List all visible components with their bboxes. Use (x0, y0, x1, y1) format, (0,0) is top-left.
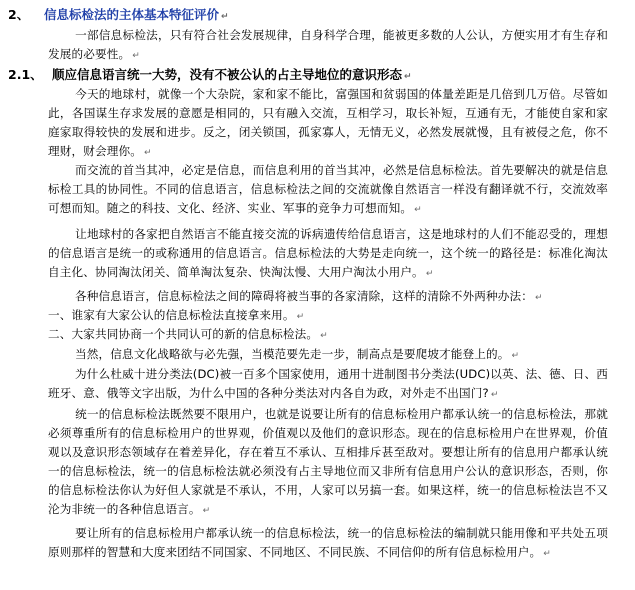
paragraph-text: 一部信息标检法，只有符合社会发展规律，自身科学合理，能被更多数的人公认，方便实用才有生存和发展的必要性。 (48, 28, 608, 61)
paragraph-mark: ↵ (425, 269, 434, 279)
body-paragraph (48, 365, 608, 405)
body-paragraph (48, 26, 608, 66)
section-2-heading (8, 6, 229, 26)
paragraph-text: 为什么杜威十进分类法(DC)被一百多个国家使用，通用十进制图书分类法(UDC)以英、法、德、日、西班牙、意、俄等文字出版，为什么中国的各种分类法对内各自为政，对外走不出国门? (48, 367, 608, 400)
paragraph-text: 今天的地球村，就像一个大杂院，家和家不能比，富强国和贫弱国的体量差距是几倍到几万倍。尽管如此，各国谋生存求发展的意愿是相同的，只有融入交流，互相学习，取长补短，互通有无，才能使自家和家庭家取得较快的发展和进步。反之，闭关锁国，孤家寡人，无情无义，必然发展就慢，且有被侵之危，你不理财，财会理你。 (48, 87, 608, 158)
paragraph-text: 让地球村的各家把自然语言不能直接交流的诉病遗传给信息语言，这是地球村的人们不能忍受的，理想的信息语言是统一的或称通用的信息语言。信息标检法的大势是走向统一，这个统一的路径是：标准化淘汰自主化、协同淘汰闭关、简单淘汰复杂、快淘汰慢、大用户淘汰小用户。 (48, 227, 608, 279)
section-title: 信息标检法的主体基本特征评价 (44, 7, 220, 22)
paragraph-mark: ↵ (221, 12, 229, 22)
paragraph-text: 一、谁家有大家公认的信息标检法直接拿来用。 (48, 308, 295, 322)
section-2-1-heading (8, 66, 412, 86)
paragraph-mark: ↵ (143, 148, 152, 158)
paragraph-mark: ↵ (535, 293, 543, 303)
paragraph-text: 统一的信息标检法既然要不限用户，也就是说要让所有的信息标检用户都承认统一的信息标检法，那就必须尊重所有的信息标检用户的世界观，价值观以及他们的意识形态。现在的信息标检用户在世界观，价值观以及意识形态领域存在着差异化，存在着互不承认、互相排斥甚至敌对。要想让所有的信息用户都承认统一的信息标检法，统一的信息标检法就必须没有占主导地位而又非所有信息用户公认的意识形态，否则，你的信息标检法你认为好但人家就是不承认，不用，人家可以另搞一套。如果这样，统一的信息标检法岂不又沦为非统一的各种信息语言。 (48, 407, 608, 516)
paragraph-mark: ↵ (511, 351, 520, 361)
paragraph-text: 要让所有的信息标检用户都承认统一的信息标检法，统一的信息标检法的编制就只能用像和平共处五项原则那样的智慧和大度来团结不同国家、不同地区、不同民族、不同信仰的所有信息标检用户。 (48, 526, 608, 559)
paragraph-mark: ↵ (404, 72, 412, 82)
paragraph-mark: ↵ (543, 549, 551, 559)
body-paragraph (48, 287, 608, 308)
list-item (48, 325, 608, 346)
paragraph-text: 二、大家共同协商一个共同认可的新的信息标检法。 (48, 327, 319, 341)
paragraph-mark: ↵ (202, 506, 211, 516)
paragraph-mark: ↵ (296, 312, 305, 322)
section-number: 2.1、 (8, 67, 43, 82)
body-paragraph (48, 345, 608, 366)
body-paragraph (48, 161, 608, 220)
paragraph-text: 各种信息语言，信息标检法之间的障碍将被当事的各家清除，这样的清除不外两种办法： (75, 289, 534, 303)
paragraph-mark: ↵ (320, 331, 328, 341)
paragraph-mark: ↵ (414, 205, 422, 215)
paragraph-text: 而交流的首当其冲，必定是信息，而信息利用的首当其冲，必然是信息标检法。首先要解决的就是信息标检工具的协同性。不同的信息语言，信息标检法之间的交流就像自然语言一样没有翻译就不行，交流效率可想而知。随之的科技、文化、经济、实业、军事的竞争力可想而知。 (48, 163, 608, 215)
body-paragraph (48, 524, 608, 564)
body-paragraph (48, 85, 608, 163)
paragraph-mark: ↵ (490, 390, 499, 400)
section-title: 顺应信息语言统一大势，没有不被公认的占主导地位的意识形态 (52, 67, 403, 82)
paragraph-text: 当然，信息文化战略欲与必先强，当模范要先走一步，制高点是要爬坡才能登上的。 (75, 347, 510, 361)
section-number: 2、 (8, 7, 30, 22)
paragraph-mark: ↵ (132, 51, 140, 61)
list-item (48, 306, 608, 327)
body-paragraph (48, 405, 608, 521)
body-paragraph (48, 225, 608, 284)
